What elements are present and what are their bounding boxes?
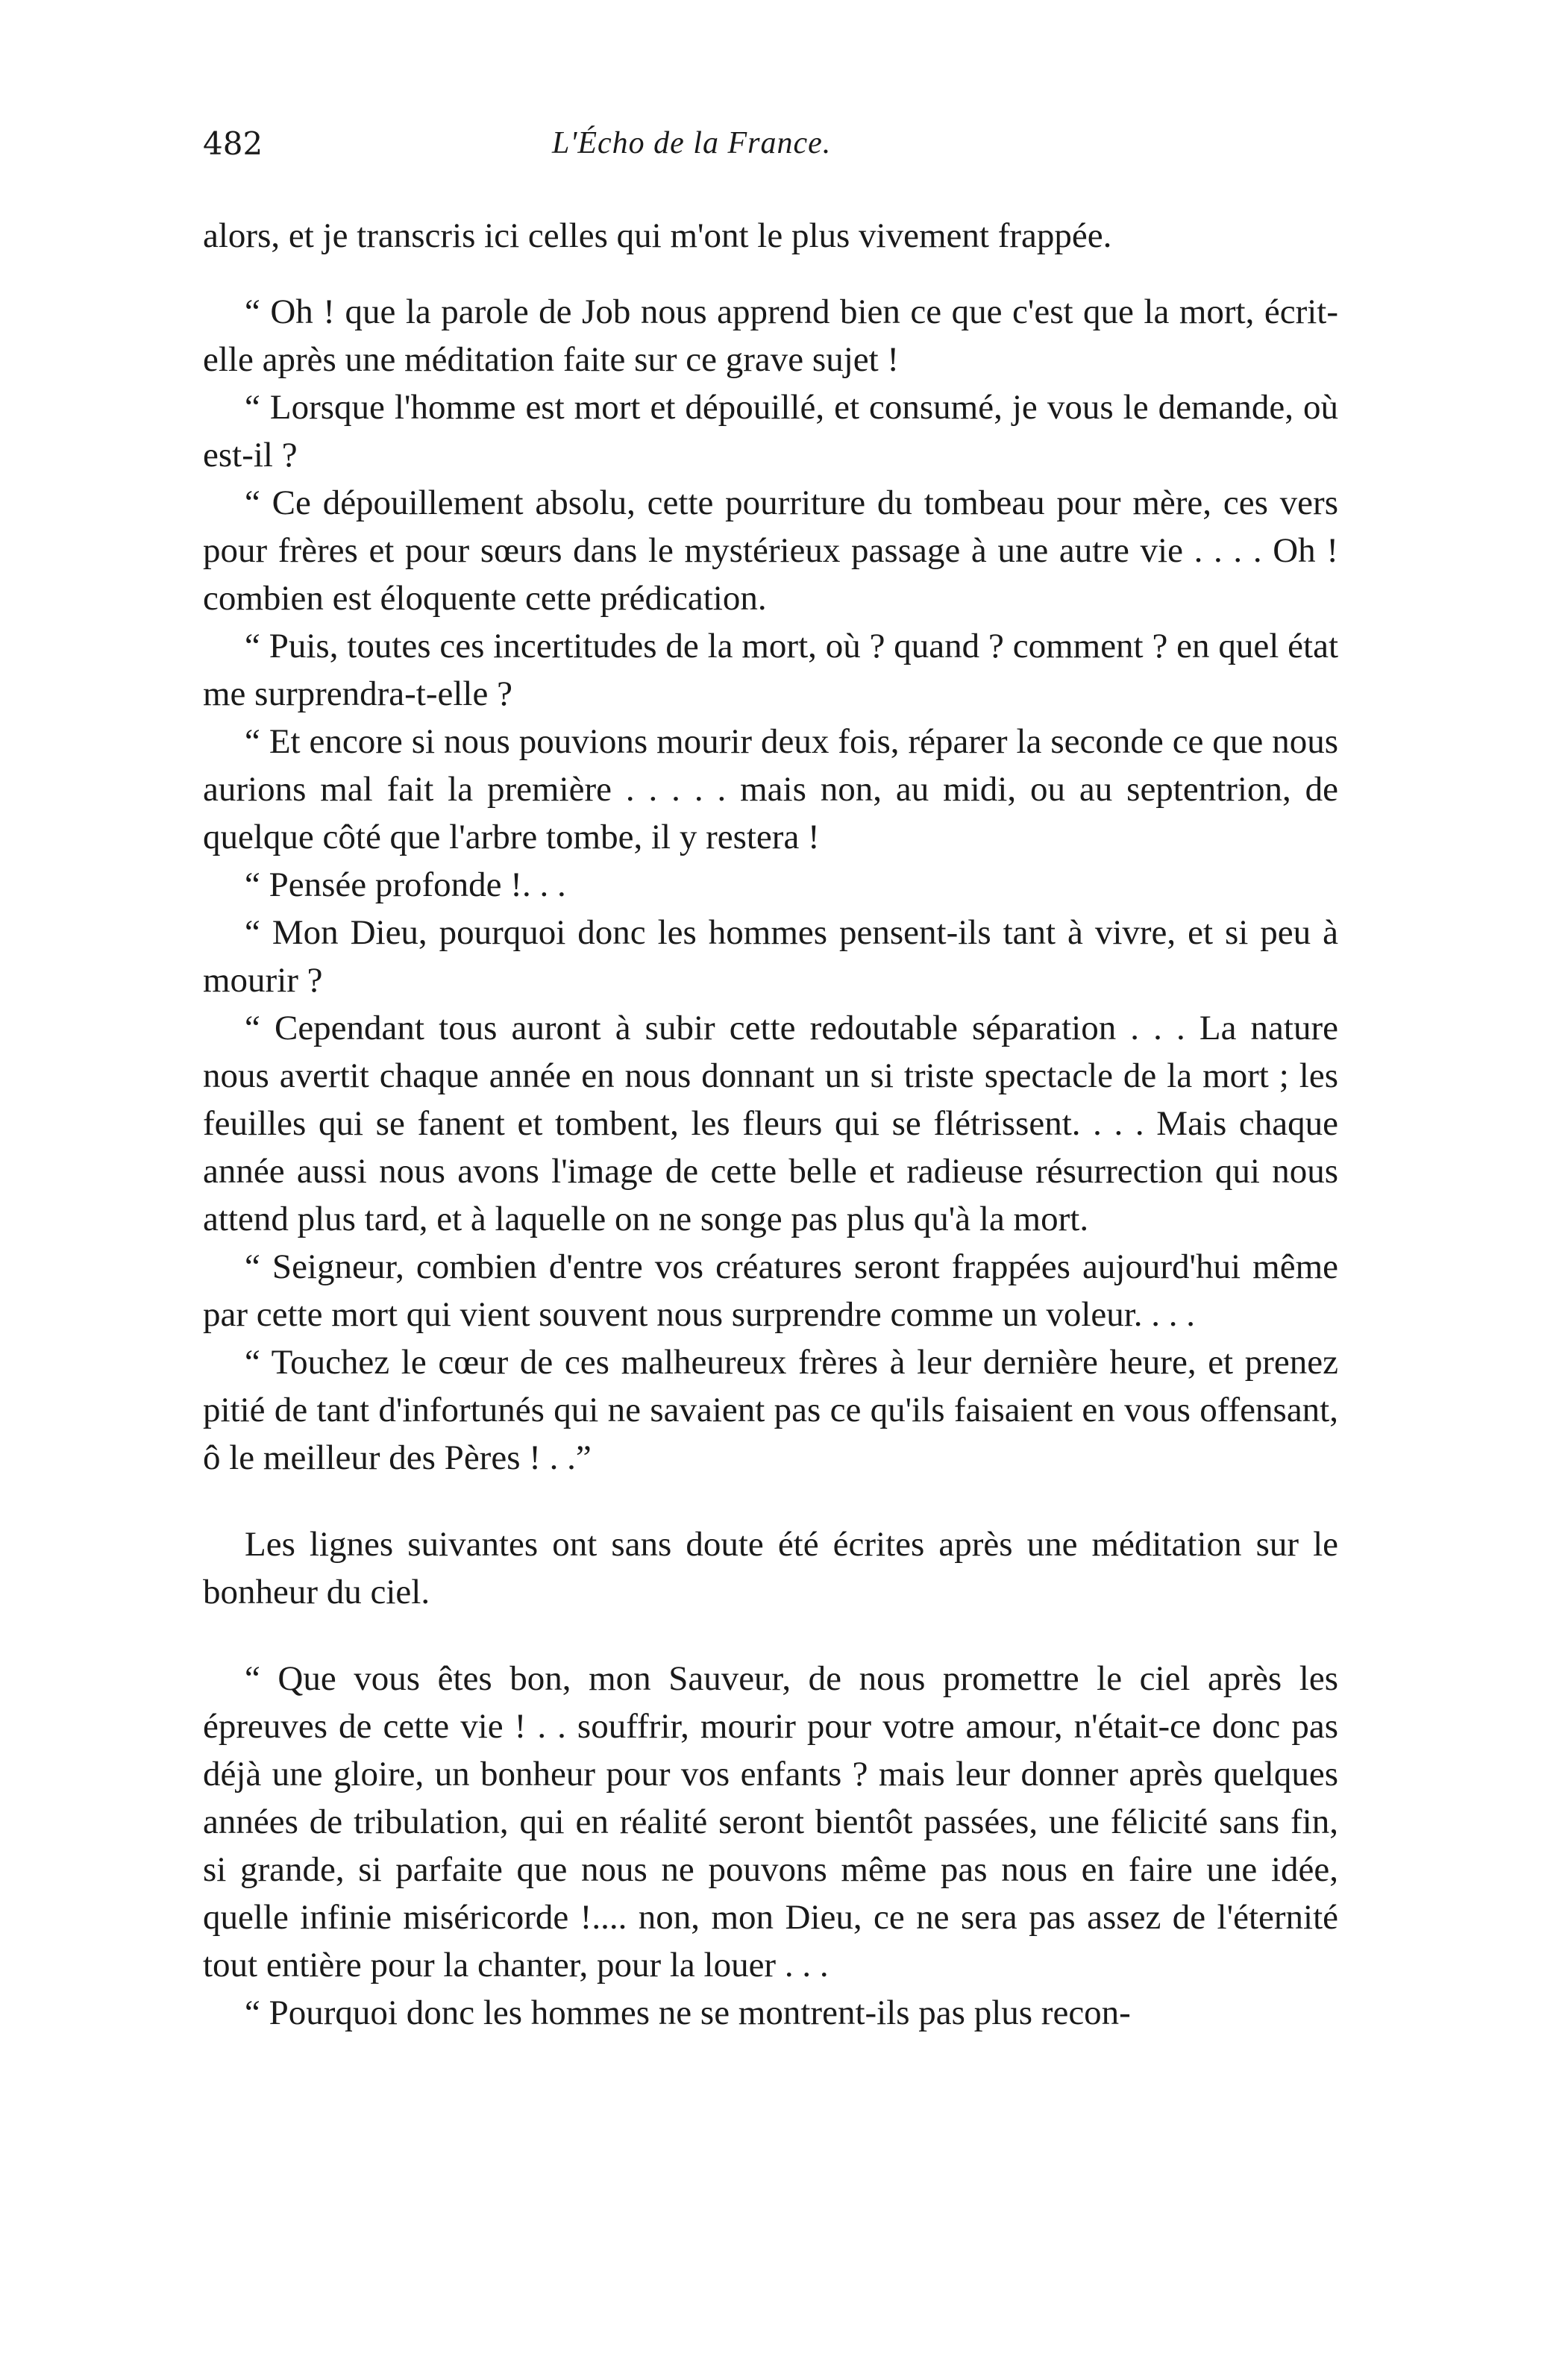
- paragraph-quote: “ Lorsque l'homme est mort et dépouillé, et consumé, je vous le demande, où est-il ?: [203, 388, 1338, 474]
- paragraph-quote: “ Et encore si nous pouvions mourir deux fois, réparer la seconde ce que nous aurions mal fait la première . . . . . mais non, au midi, ou au septentrion, de quelque côté que l'arbre tombe, il y restera !: [203, 722, 1338, 856]
- running-title: L'Écho de la France.: [552, 126, 832, 160]
- paragraph-quote: “ Pensée profonde !. . .: [245, 865, 566, 904]
- paragraph-quote: “ Mon Dieu, pourquoi donc les hommes pensent-ils tant à vivre, et si peu à mourir ?: [203, 913, 1338, 1000]
- paragraph-quote: “ Ce dépouillement absolu, cette pourriture du tombeau pour mère, ces vers pour frères et pour sœurs dans le mystérieux passage à une autre vie . . . . Oh ! combien est éloquente cette prédication.: [203, 483, 1338, 618]
- paragraph-quote: “ Pourquoi donc les hommes ne se montrent-ils pas plus recon-: [245, 1993, 1131, 2032]
- page-header: [203, 125, 1344, 170]
- paragraph-quote: “ Que vous êtes bon, mon Sauveur, de nous promettre le ciel après les épreuves de cette vie ! . . souffrir, mourir pour votre amour, n'était-ce donc pas déjà une gloire, un bonheur pour vos enfants ? mais leur donner après quelques années de tribulation, qui en réalité seront bientôt passées, une félicité sans fin, si grande, si parfaite que nous ne pouvons même pas nous en faire une idée, quelle infinie miséricorde !.... non, mon Dieu, ce ne sera pas assez de l'éternité tout entière pour la chanter, pour la louer . . .: [203, 1659, 1338, 1984]
- paragraph-narration: Les lignes suivantes ont sans doute été écrites après une méditation sur le bonheur du ciel.: [203, 1525, 1338, 1611]
- paragraph-quote: “ Oh ! que la parole de Job nous apprend bien ce que c'est que la mort, écrit-elle après une méditation faite sur ce grave sujet !: [203, 292, 1338, 379]
- page-number: 482: [203, 125, 263, 162]
- page-body: [203, 212, 1338, 2037]
- paragraph-continuation: alors, et je transcris ici celles qui m'ont le plus vivement frappée.: [203, 216, 1112, 255]
- paragraph-quote: “ Cependant tous auront à subir cette redoutable séparation . . . La nature nous avertit chaque année en nous donnant un si triste spectacle de la mort ; les feuilles qui se fanent et tombent, les fleurs qui se flétrissent. . . . Mais chaque année aussi nous avons l'image de cette belle et radieuse résurrection qui nous attend plus tard, et à laquelle on ne songe pas plus qu'à la mort.: [203, 1009, 1338, 1238]
- paragraph-quote: “ Seigneur, combien d'entre vos créatures seront frappées aujourd'hui même par cette mort qui vient souvent nous surprendre comme un voleur. . . .: [203, 1247, 1338, 1334]
- paragraph-quote: “ Puis, toutes ces incertitudes de la mort, où ? quand ? comment ? en quel état me surprendra-t-elle ?: [203, 627, 1338, 713]
- paragraph-quote: “ Touchez le cœur de ces malheureux frères à leur dernière heure, et prenez pitié de tant d'infortunés qui ne savaient pas ce qu'ils faisaient en vous offensant, ô le meilleur des Pères ! . .”: [203, 1343, 1338, 1477]
